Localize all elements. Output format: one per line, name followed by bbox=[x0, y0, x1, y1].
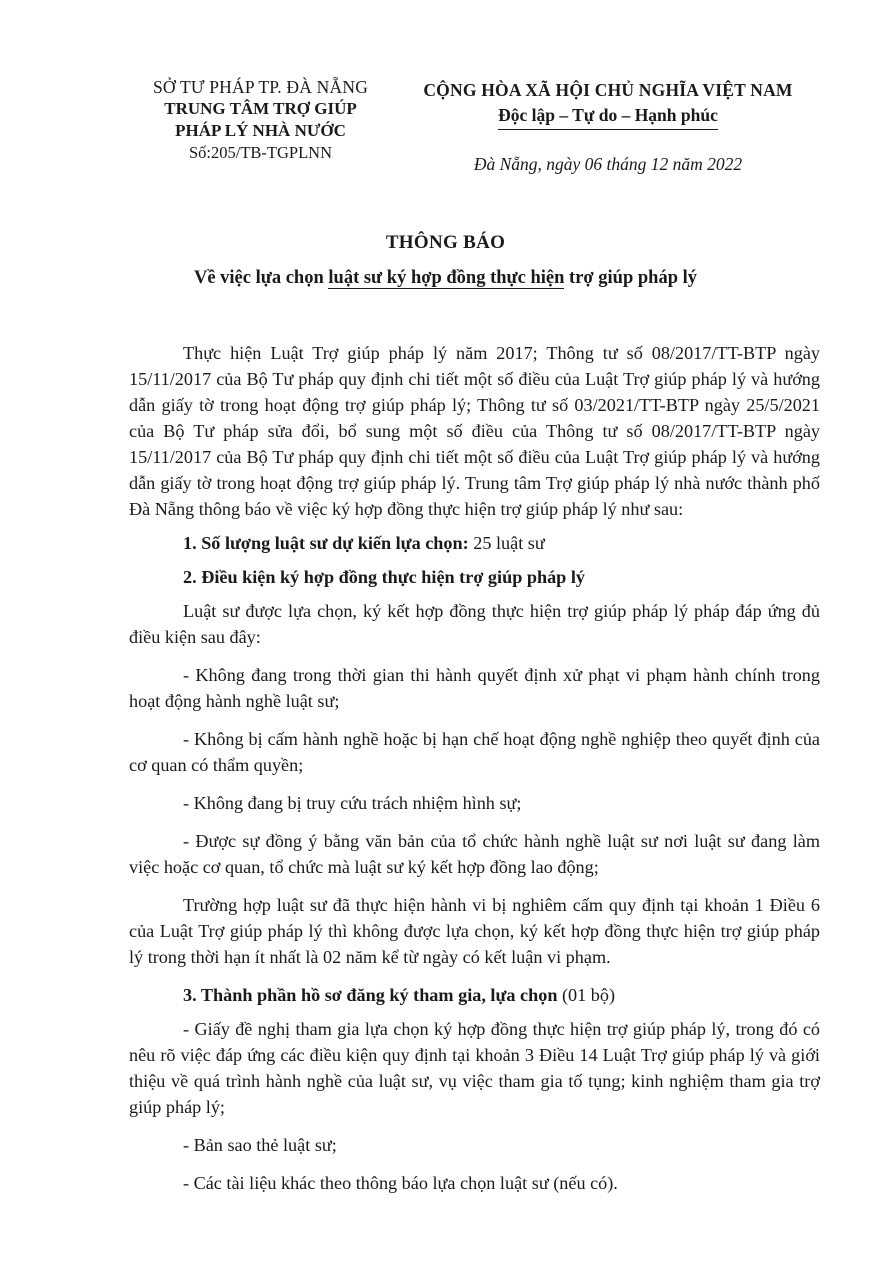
condition-item: - Không bị cấm hành nghề hoặc bị hạn chế hoạt động nghề nghiệp theo quyết định của cơ quan có thẩm quyền; bbox=[129, 729, 820, 775]
issuer-name-line2: PHÁP LÝ NHÀ NƯỚC bbox=[175, 121, 346, 140]
dossier-item: - Giấy đề nghị tham gia lựa chọn ký hợp đồng thực hiện trợ giúp pháp lý, trong đó có nêu rõ việc đáp ứng các điều kiện quy định tại khoản 3 Điều 14 Luật Trợ giúp pháp lý và giới thiệu về quá trình hành nghề của luật sư, vụ việc tham gia tố tụng; kinh nghiệm tham gia trợ giúp pháp lý; bbox=[129, 1019, 820, 1117]
condition-item: - Không đang bị truy cứu trách nhiệm hình sự; bbox=[183, 793, 522, 813]
dossier-item: - Bản sao thẻ luật sư; bbox=[183, 1135, 337, 1155]
dossier-item: - Các tài liệu khác theo thông báo lựa chọn luật sư (nếu có). bbox=[183, 1173, 618, 1193]
intro-paragraph: Thực hiện Luật Trợ giúp pháp lý năm 2017; Thông tư số 08/2017/TT-BTP ngày 15/11/2017 của Bộ Tư pháp quy định chi tiết một số điều của Luật Trợ giúp pháp lý và hướng dẫn giấy tờ trong hoạt động trợ giúp pháp lý; Thông tư số 03/2021/TT-BTP ngày 25/5/2021 của Bộ Tư pháp sửa đổi, bổ sung một số điều của Thông tư số 08/2017/TT-BTP ngày 15/11/2017 của Bộ Tư pháp quy định chi tiết một số điều của Luật Trợ giúp pháp lý và hướng dẫn giấy tờ trong hoạt động trợ giúp pháp lý. Trung tâm Trợ giúp pháp lý nhà nước thành phố Đà Nẵng thông báo về việc ký hợp đồng thực hiện trợ giúp pháp lý như sau: bbox=[129, 343, 820, 519]
section-2-lead: Luật sư được lựa chọn, ký kết hợp đồng thực hiện trợ giúp pháp lý pháp đáp ứng đủ điều kiện sau đây: bbox=[129, 601, 820, 647]
document-title: THÔNG BÁO bbox=[385, 232, 506, 253]
section-1-heading: 1. Số lượng luật sư dự kiến lựa chọn: bbox=[183, 533, 469, 553]
national-motto: Độc lập – Tự do – Hạnh phúc bbox=[498, 103, 718, 130]
section-1 bbox=[129, 530, 820, 556]
section-3-heading: 3. Thành phần hồ sơ đăng ký tham gia, lựa chọn bbox=[183, 985, 558, 1005]
document-number: Số:205/TB-TGPLNN bbox=[188, 143, 332, 162]
document-body bbox=[129, 340, 820, 1196]
national-title: CỘNG HÒA XÃ HỘI CHỦ NGHĨA VIỆT NAM bbox=[423, 80, 793, 100]
condition-item: - Không đang trong thời gian thi hành quyết định xử phạt vi phạm hành chính trong hoạt động hành nghề luật sư; bbox=[129, 665, 820, 711]
section-1-value: 25 luật sư bbox=[468, 533, 545, 553]
section-2-note: Trường hợp luật sư đã thực hiện hành vi bị nghiêm cấm quy định tại khoản 1 Điều 6 của Luật Trợ giúp pháp lý thì không được lựa chọn, ký kết hợp đồng thực hiện trợ giúp pháp lý trong thời hạn ít nhất là 02 năm kể từ ngày có kết luận vi phạm. bbox=[129, 895, 820, 967]
section-3-heading-suffix: (01 bộ) bbox=[557, 985, 616, 1005]
national-header bbox=[398, 78, 818, 177]
subtitle-part3: trợ giúp pháp lý bbox=[564, 268, 698, 288]
issuer-name-line1: TRUNG TÂM TRỢ GIÚP bbox=[164, 99, 357, 118]
subtitle-underlined: luật sư ký hợp đồng thực hiện bbox=[328, 268, 565, 288]
section-2-heading: 2. Điều kiện ký hợp đồng thực hiện trợ giúp pháp lý bbox=[183, 567, 585, 587]
document-date: Đà Nẵng, ngày 06 tháng 12 năm 2022 bbox=[473, 154, 743, 174]
document-subtitle bbox=[0, 268, 891, 289]
condition-item: - Được sự đồng ý bằng văn bản của tổ chức hành nghề luật sư nơi luật sư đang làm việc hoặc cơ quan, tổ chức mà luật sư ký kết hợp đồng lao động; bbox=[129, 831, 820, 877]
section-3 bbox=[129, 982, 820, 1008]
subtitle-part1: Về việc lựa chọn bbox=[193, 268, 329, 288]
issuer-block bbox=[128, 76, 393, 164]
issuer-department: SỞ TƯ PHÁP TP. ĐÀ NẴNG bbox=[152, 77, 369, 97]
